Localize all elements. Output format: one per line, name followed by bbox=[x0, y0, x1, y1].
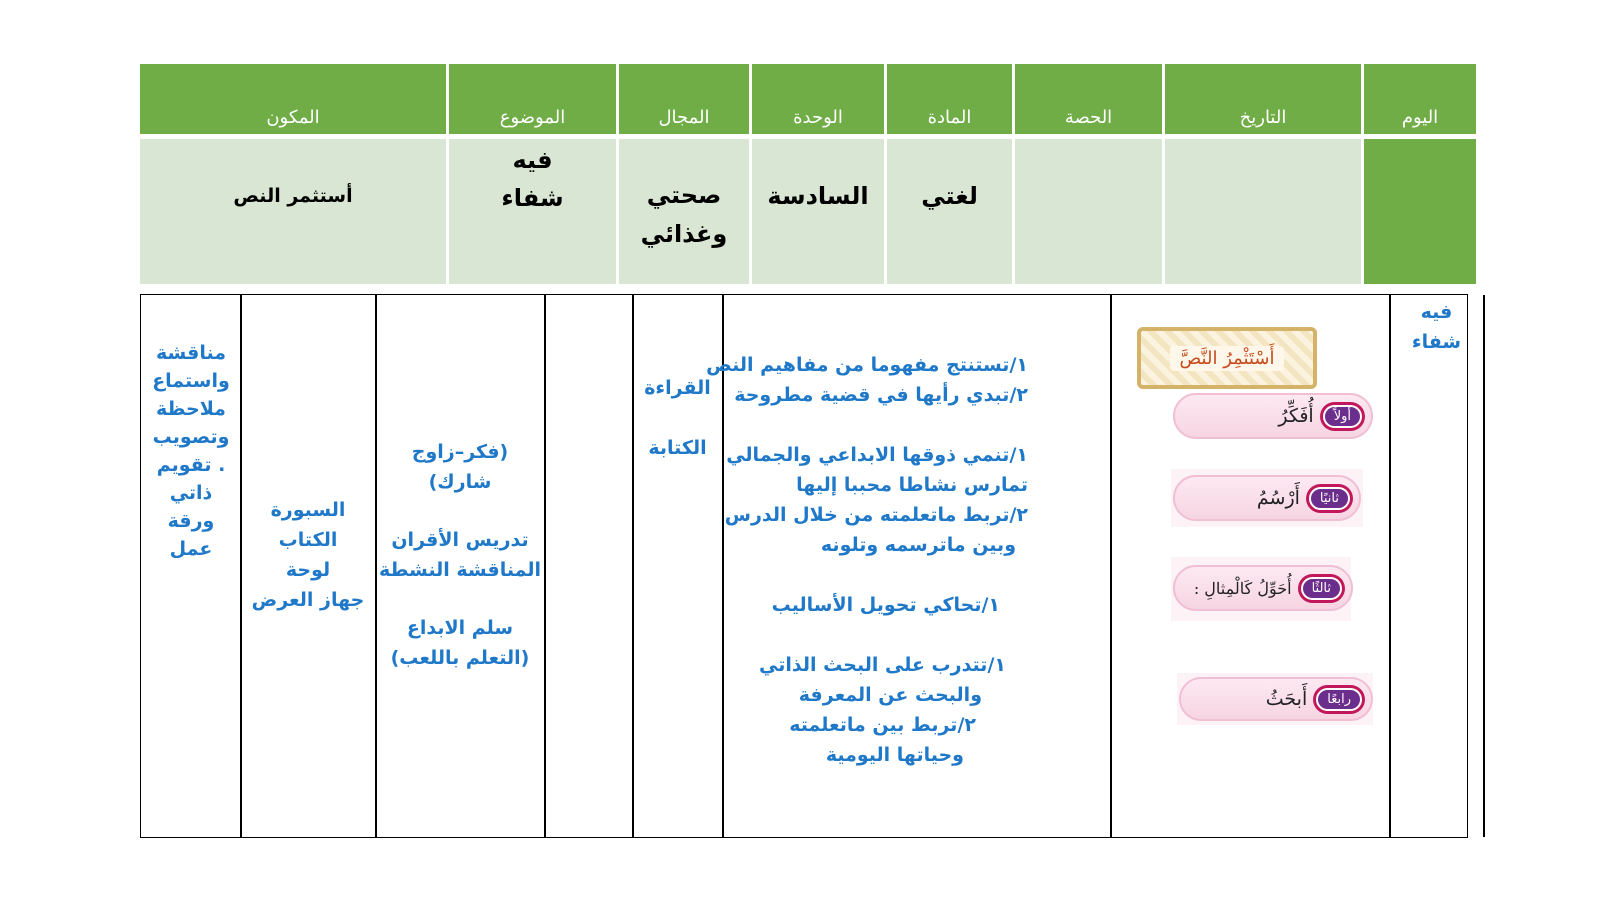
objective-line: ١/تستنتج مفهوما من مفاهيم النص bbox=[706, 354, 1028, 376]
objective-line: والبحث عن المعرفة bbox=[798, 684, 982, 706]
skill-reading: القراءة bbox=[644, 377, 711, 399]
assessment-line: ذاتي bbox=[169, 482, 213, 504]
header-label-component: المكون bbox=[266, 107, 320, 128]
assessment-line: عمل bbox=[169, 538, 213, 560]
strategy-line: شارك) bbox=[428, 471, 492, 493]
objective-line: ١/تحاكي تحويل الأساليب bbox=[771, 594, 1000, 616]
activity-text: أُفَكِّرُ bbox=[1278, 405, 1314, 427]
activity-text: أَرْسُمُ bbox=[1256, 487, 1300, 509]
value-domain-line1: صحتي bbox=[646, 181, 722, 210]
objective-line: ١/تنمي ذوقها الابداعي والجمالي bbox=[726, 444, 1028, 466]
resources-cell bbox=[241, 495, 375, 615]
column-divider bbox=[1389, 295, 1391, 837]
value-topic-line1: فيه bbox=[512, 146, 553, 174]
value-component: أستثمر النص bbox=[233, 185, 353, 208]
objective-line: ٢/تربط ماتعلمته من خلال الدرس bbox=[724, 504, 1028, 526]
strategy-line: سلم الابداع bbox=[406, 617, 514, 639]
activity-badge bbox=[1173, 565, 1353, 611]
objective-line: وحياتها اليومية bbox=[825, 744, 964, 766]
value-subject: لغتي bbox=[921, 182, 978, 211]
activity-badge bbox=[1173, 475, 1361, 521]
header-label-date: التاريخ bbox=[1239, 107, 1287, 128]
objective-line: وبين ماترسمه وتلونه bbox=[820, 534, 1016, 556]
column-divider bbox=[544, 295, 546, 837]
banner-image bbox=[1137, 327, 1317, 389]
activity-badge bbox=[1179, 677, 1373, 721]
header-label-subject: المادة bbox=[927, 107, 972, 128]
resource-item: السبورة bbox=[270, 499, 346, 521]
activity-tag-label: ثالثًا bbox=[1301, 577, 1342, 600]
skills-cell bbox=[633, 373, 722, 463]
header-label-unit: الوحدة bbox=[793, 107, 843, 128]
activity-tag bbox=[1313, 685, 1365, 714]
header-table bbox=[140, 64, 1476, 284]
assessment-cell bbox=[143, 339, 239, 563]
activity-text: أُحَوِّلُ كَالْمِثالِ : bbox=[1193, 578, 1292, 598]
banner-text: أَسْتَثْمِرُ النَّصَّ bbox=[1170, 346, 1285, 371]
header-cell-topic bbox=[449, 64, 619, 134]
lesson-plan-table bbox=[140, 294, 1468, 838]
value-cell-subject bbox=[887, 139, 1015, 284]
objective-line: تمارس نشاطا محببا إليها bbox=[796, 474, 1028, 496]
value-cell-domain bbox=[619, 139, 752, 284]
activity-badge bbox=[1173, 393, 1373, 439]
assessment-line: ورقة bbox=[167, 510, 215, 532]
assessment-line: . تقويم bbox=[156, 454, 226, 476]
activity-tag-label: أولاً bbox=[1323, 405, 1362, 428]
activity-tag bbox=[1320, 402, 1365, 431]
column-divider bbox=[1483, 295, 1485, 837]
header-cell-day bbox=[1364, 64, 1476, 134]
assessment-line: ملاحظة bbox=[156, 398, 226, 420]
strategy-line: المناقشة النشطة bbox=[379, 559, 541, 581]
value-cell-date bbox=[1165, 139, 1364, 284]
activities-cell bbox=[1111, 295, 1389, 837]
header-cell-period bbox=[1015, 64, 1165, 134]
header-label-day: اليوم bbox=[1401, 107, 1439, 128]
lesson-title-cell bbox=[1390, 297, 1483, 357]
header-cell-subject bbox=[887, 64, 1015, 134]
lesson-title-line1: فيه bbox=[1420, 301, 1453, 323]
activity-tag bbox=[1306, 484, 1353, 513]
objective-line: ٢/تبدي رأيها في قضية مطروحة bbox=[734, 384, 1028, 406]
assessment-line: مناقشة bbox=[156, 342, 226, 364]
strategy-line: تدريس الأقران bbox=[391, 529, 529, 551]
value-topic-line2: شفاء bbox=[501, 184, 564, 213]
header-cell-component bbox=[140, 64, 449, 134]
activity-tag bbox=[1298, 574, 1345, 603]
activity-text: أَبحَثُ bbox=[1265, 688, 1308, 710]
header-label-period: الحصة bbox=[1064, 107, 1113, 128]
resource-item: جهاز العرض bbox=[251, 589, 365, 611]
assessment-line: واستماع bbox=[152, 370, 230, 392]
header-label-domain: المجال bbox=[658, 107, 710, 128]
skill-writing: الكتابة bbox=[648, 437, 707, 459]
strategy-line: (التعلم باللعب) bbox=[390, 647, 530, 669]
header-cell-date bbox=[1165, 64, 1364, 134]
strategies-cell bbox=[376, 437, 544, 673]
resource-item: الكتاب bbox=[278, 529, 338, 551]
value-domain-line2: وغذائي bbox=[640, 219, 728, 248]
activity-tag-label: ثانيًا bbox=[1309, 487, 1350, 510]
value-cell-component bbox=[140, 139, 449, 284]
header-label-topic: الموضوع bbox=[499, 107, 566, 128]
value-cell-unit bbox=[752, 139, 887, 284]
objective-line: ٢/تربط بين ماتعلمته bbox=[789, 714, 976, 736]
assessment-line: وتصويب bbox=[152, 426, 230, 448]
activity-tag-label: رابعًا bbox=[1316, 688, 1362, 711]
value-cell-day bbox=[1364, 139, 1476, 284]
header-cell-unit bbox=[752, 64, 887, 134]
value-cell-topic bbox=[449, 139, 619, 284]
objective-line: ١/تتدرب على البحث الذاتي bbox=[759, 654, 1006, 676]
value-unit: السادسة bbox=[767, 182, 869, 211]
strategy-line: (فكر–زاوج bbox=[411, 441, 509, 463]
value-cell-period bbox=[1015, 139, 1165, 284]
header-cell-domain bbox=[619, 64, 752, 134]
resource-item: لوحة bbox=[285, 559, 331, 581]
lesson-title-line2: شفاء bbox=[1411, 331, 1462, 353]
objectives-cell bbox=[706, 295, 1110, 837]
